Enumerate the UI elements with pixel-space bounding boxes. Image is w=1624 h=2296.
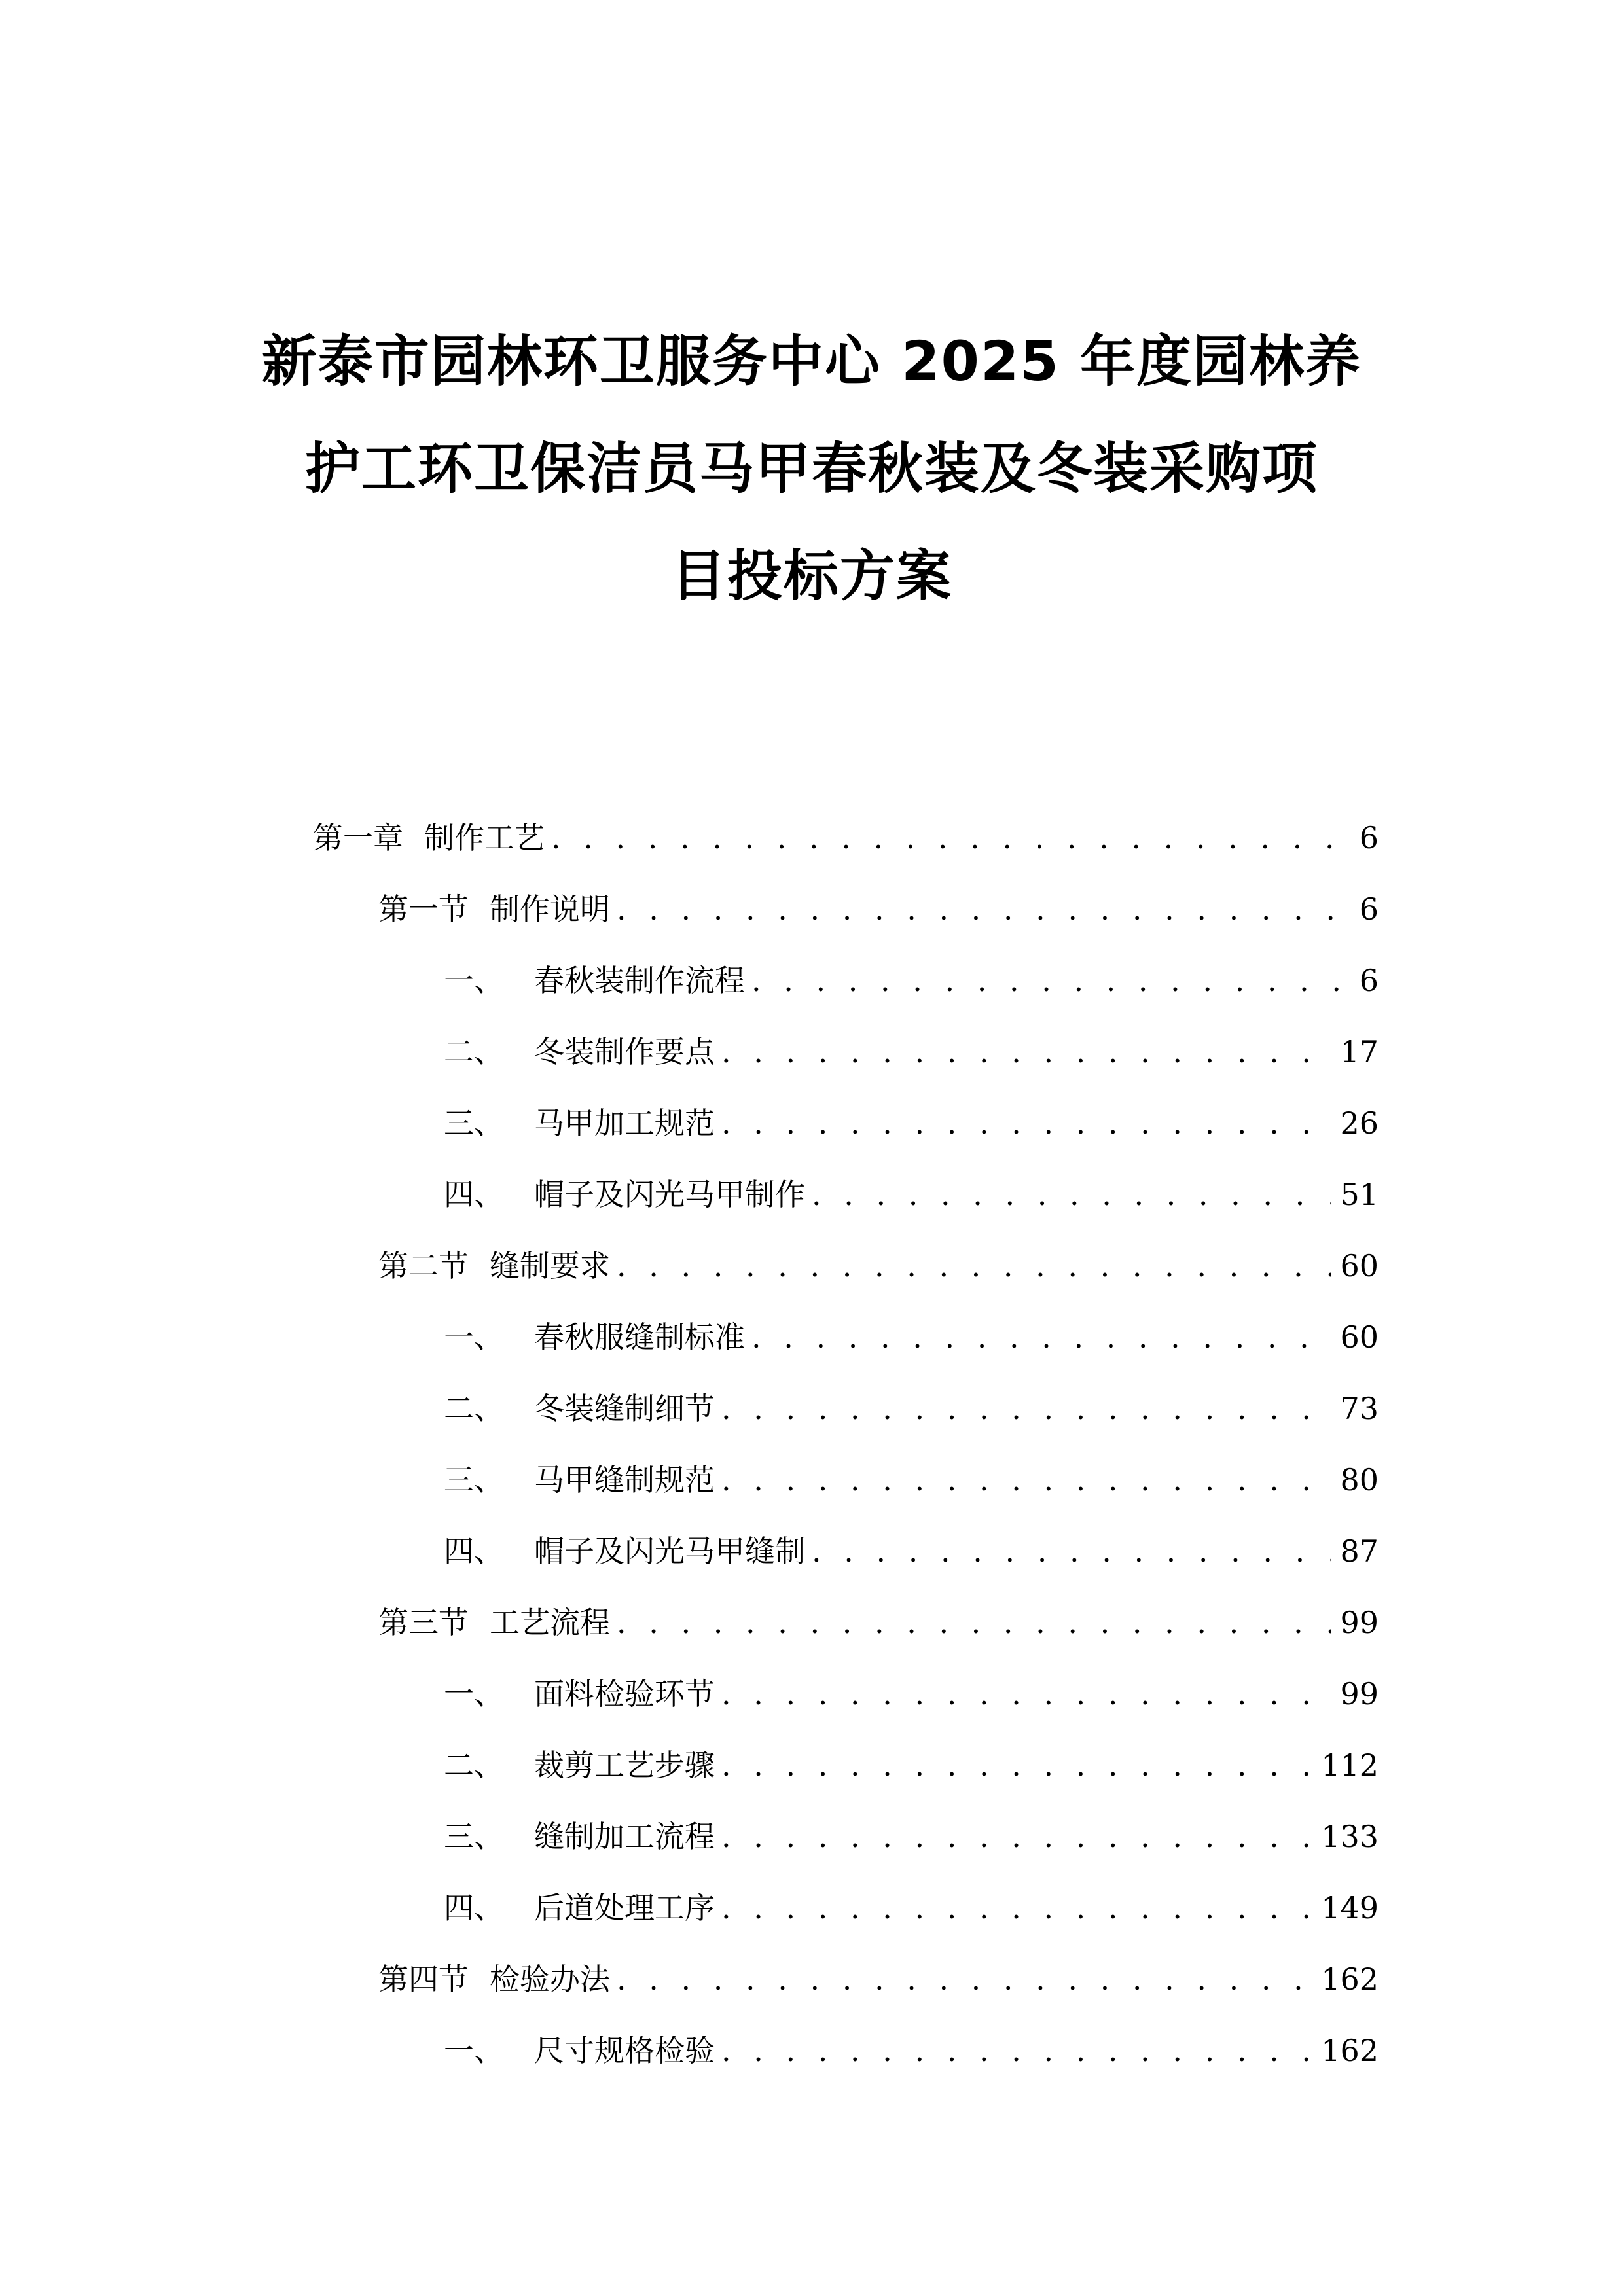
toc-entry-number: 二、 [444, 1391, 504, 1426]
toc-entry-title: 工艺流程 [490, 1605, 610, 1640]
toc-entry-number: 第三节 [378, 1605, 469, 1640]
toc-page-number: 6 [1359, 963, 1379, 998]
toc-dot-leader [751, 954, 1350, 1007]
toc-page-number: 17 [1340, 1034, 1379, 1069]
toc-dot-leader [721, 1739, 1312, 1791]
toc-entry[interactable] [0, 1810, 1624, 1863]
toc-entry[interactable] [0, 1168, 1624, 1221]
toc-entry-number: 二、 [444, 1034, 504, 1069]
toc-entry[interactable] [0, 883, 1624, 935]
toc-dot-leader [721, 1668, 1331, 1720]
toc-entry-row [444, 1882, 1379, 1934]
toc-entry-number: 四、 [444, 1177, 504, 1212]
toc-entry-title: 尺寸规格检验 [534, 2033, 715, 2068]
toc-entry-number: 三、 [444, 1105, 504, 1141]
toc-page-number: 87 [1340, 1534, 1379, 1569]
toc-entry-title: 制作说明 [490, 891, 610, 927]
toc-entry-title: 面料检验环节 [534, 1676, 715, 1712]
toc-entry-number: 四、 [444, 1534, 504, 1569]
toc-dot-leader [617, 1596, 1331, 1649]
title-line-2: 护工环卫保洁员马甲春秋装及冬装采购项 [304, 437, 1318, 501]
toc-entry-title: 马甲缝制规范 [534, 1462, 715, 1498]
toc-entry[interactable] [0, 1454, 1624, 1506]
toc-page-number: 26 [1340, 1105, 1379, 1141]
toc-entry-title: 制作工艺 [424, 820, 545, 855]
toc-page-number: 6 [1359, 891, 1379, 927]
toc-entry-row [444, 1739, 1379, 1791]
toc-entry-number: 一、 [444, 1676, 504, 1712]
toc-entry-row [444, 1810, 1379, 1863]
toc-entry-row [444, 1382, 1379, 1435]
toc-entry-row [444, 1097, 1379, 1149]
toc-entry[interactable] [0, 1026, 1624, 1078]
toc-page-number: 149 [1321, 1890, 1379, 1926]
toc-entry-title: 冬装缝制细节 [534, 1391, 715, 1426]
toc-entry-title: 缝制加工流程 [534, 1819, 715, 1854]
toc-entry[interactable] [0, 1525, 1624, 1577]
toc-page-number: 80 [1340, 1462, 1379, 1498]
toc-dot-leader [812, 1525, 1331, 1577]
title-line-1: 新泰市园林环卫服务中心 2025 年度园林养 [261, 329, 1362, 393]
toc-entry-title: 春秋服缝制标准 [534, 1319, 745, 1355]
toc-entry-number: 二、 [444, 1748, 504, 1783]
toc-entry-row [444, 1311, 1379, 1363]
toc-page-number: 60 [1340, 1319, 1379, 1355]
toc-entry[interactable] [0, 1240, 1624, 1292]
toc-entry-number: 第四节 [378, 1962, 469, 1997]
toc-page-number: 73 [1340, 1391, 1379, 1426]
toc-entry-row [378, 1953, 1379, 2005]
toc-entry-number: 三、 [444, 1819, 504, 1854]
toc-entry-number: 第一章 [313, 820, 403, 855]
toc-entry-title: 后道处理工序 [534, 1890, 715, 1926]
toc-entry-row [378, 1596, 1379, 1649]
toc-entry-row [444, 1454, 1379, 1506]
toc-entry-title: 春秋装制作流程 [534, 963, 745, 998]
toc-page-number: 6 [1359, 820, 1379, 855]
toc-entry-number: 第一节 [378, 891, 469, 927]
toc-entry-title: 缝制要求 [490, 1248, 610, 1283]
toc-dot-leader [721, 1810, 1312, 1863]
toc-entry-number: 三、 [444, 1462, 504, 1498]
toc-entry-number: 一、 [444, 2033, 504, 2068]
toc-dot-leader [617, 1240, 1331, 1292]
toc-dot-leader [721, 1454, 1331, 1506]
toc-entry-row [444, 1668, 1379, 1720]
toc-dot-leader [721, 1097, 1331, 1149]
toc-entry-row [444, 954, 1379, 1007]
toc-entry-number: 四、 [444, 1890, 504, 1926]
toc-entry[interactable] [0, 1882, 1624, 1934]
toc-dot-leader [617, 883, 1350, 935]
toc-entry-title: 裁剪工艺步骤 [534, 1748, 715, 1783]
toc-entry-number: 一、 [444, 963, 504, 998]
toc-dot-leader [721, 1882, 1312, 1934]
toc-page-number: 162 [1321, 1962, 1379, 1997]
toc-entry-row [378, 883, 1379, 935]
toc-page-number: 99 [1340, 1605, 1379, 1640]
toc-entry[interactable] [0, 2024, 1624, 2077]
toc-page-number: 112 [1321, 1748, 1379, 1783]
toc-page-number: 60 [1340, 1248, 1379, 1283]
toc-entry-title: 检验办法 [490, 1962, 610, 1997]
toc-page-number: 133 [1321, 1819, 1379, 1854]
toc-entry[interactable] [0, 1097, 1624, 1149]
toc-entry[interactable] [0, 1739, 1624, 1791]
toc-entry-title: 帽子及闪光马甲缝制 [534, 1534, 805, 1569]
toc-dot-leader [812, 1168, 1331, 1221]
toc-dot-leader [721, 1026, 1331, 1078]
document-title [196, 308, 1427, 630]
toc-entry[interactable] [0, 1596, 1624, 1649]
toc-page-number: 162 [1321, 2033, 1379, 2068]
toc-entry-number: 第二节 [378, 1248, 469, 1283]
toc-entry[interactable] [0, 812, 1624, 864]
toc-page-number: 51 [1340, 1177, 1379, 1212]
toc-entry[interactable] [0, 1953, 1624, 2005]
toc-entry-title: 冬装制作要点 [534, 1034, 715, 1069]
toc-entry-number: 一、 [444, 1319, 504, 1355]
toc-dot-leader [617, 1953, 1312, 2005]
toc-entry[interactable] [0, 954, 1624, 1007]
title-line-3: 目投标方案 [670, 544, 952, 608]
toc-dot-leader [551, 812, 1350, 864]
toc-entry[interactable] [0, 1668, 1624, 1720]
toc-dot-leader [721, 1382, 1331, 1435]
toc-entry[interactable] [0, 1382, 1624, 1435]
toc-entry-title: 马甲加工规范 [534, 1105, 715, 1141]
toc-entry[interactable] [0, 1311, 1624, 1363]
toc-dot-leader [751, 1311, 1331, 1363]
toc-entry-row [444, 1026, 1379, 1078]
toc-entry-row [444, 1525, 1379, 1577]
toc-dot-leader [721, 2024, 1312, 2077]
toc-entry-row [313, 812, 1379, 864]
toc-entry-row [378, 1240, 1379, 1292]
toc-entry-title: 帽子及闪光马甲制作 [534, 1177, 805, 1212]
toc-page-number: 99 [1340, 1676, 1379, 1712]
toc-entry-row [444, 2024, 1379, 2077]
toc-entry-row [444, 1168, 1379, 1221]
